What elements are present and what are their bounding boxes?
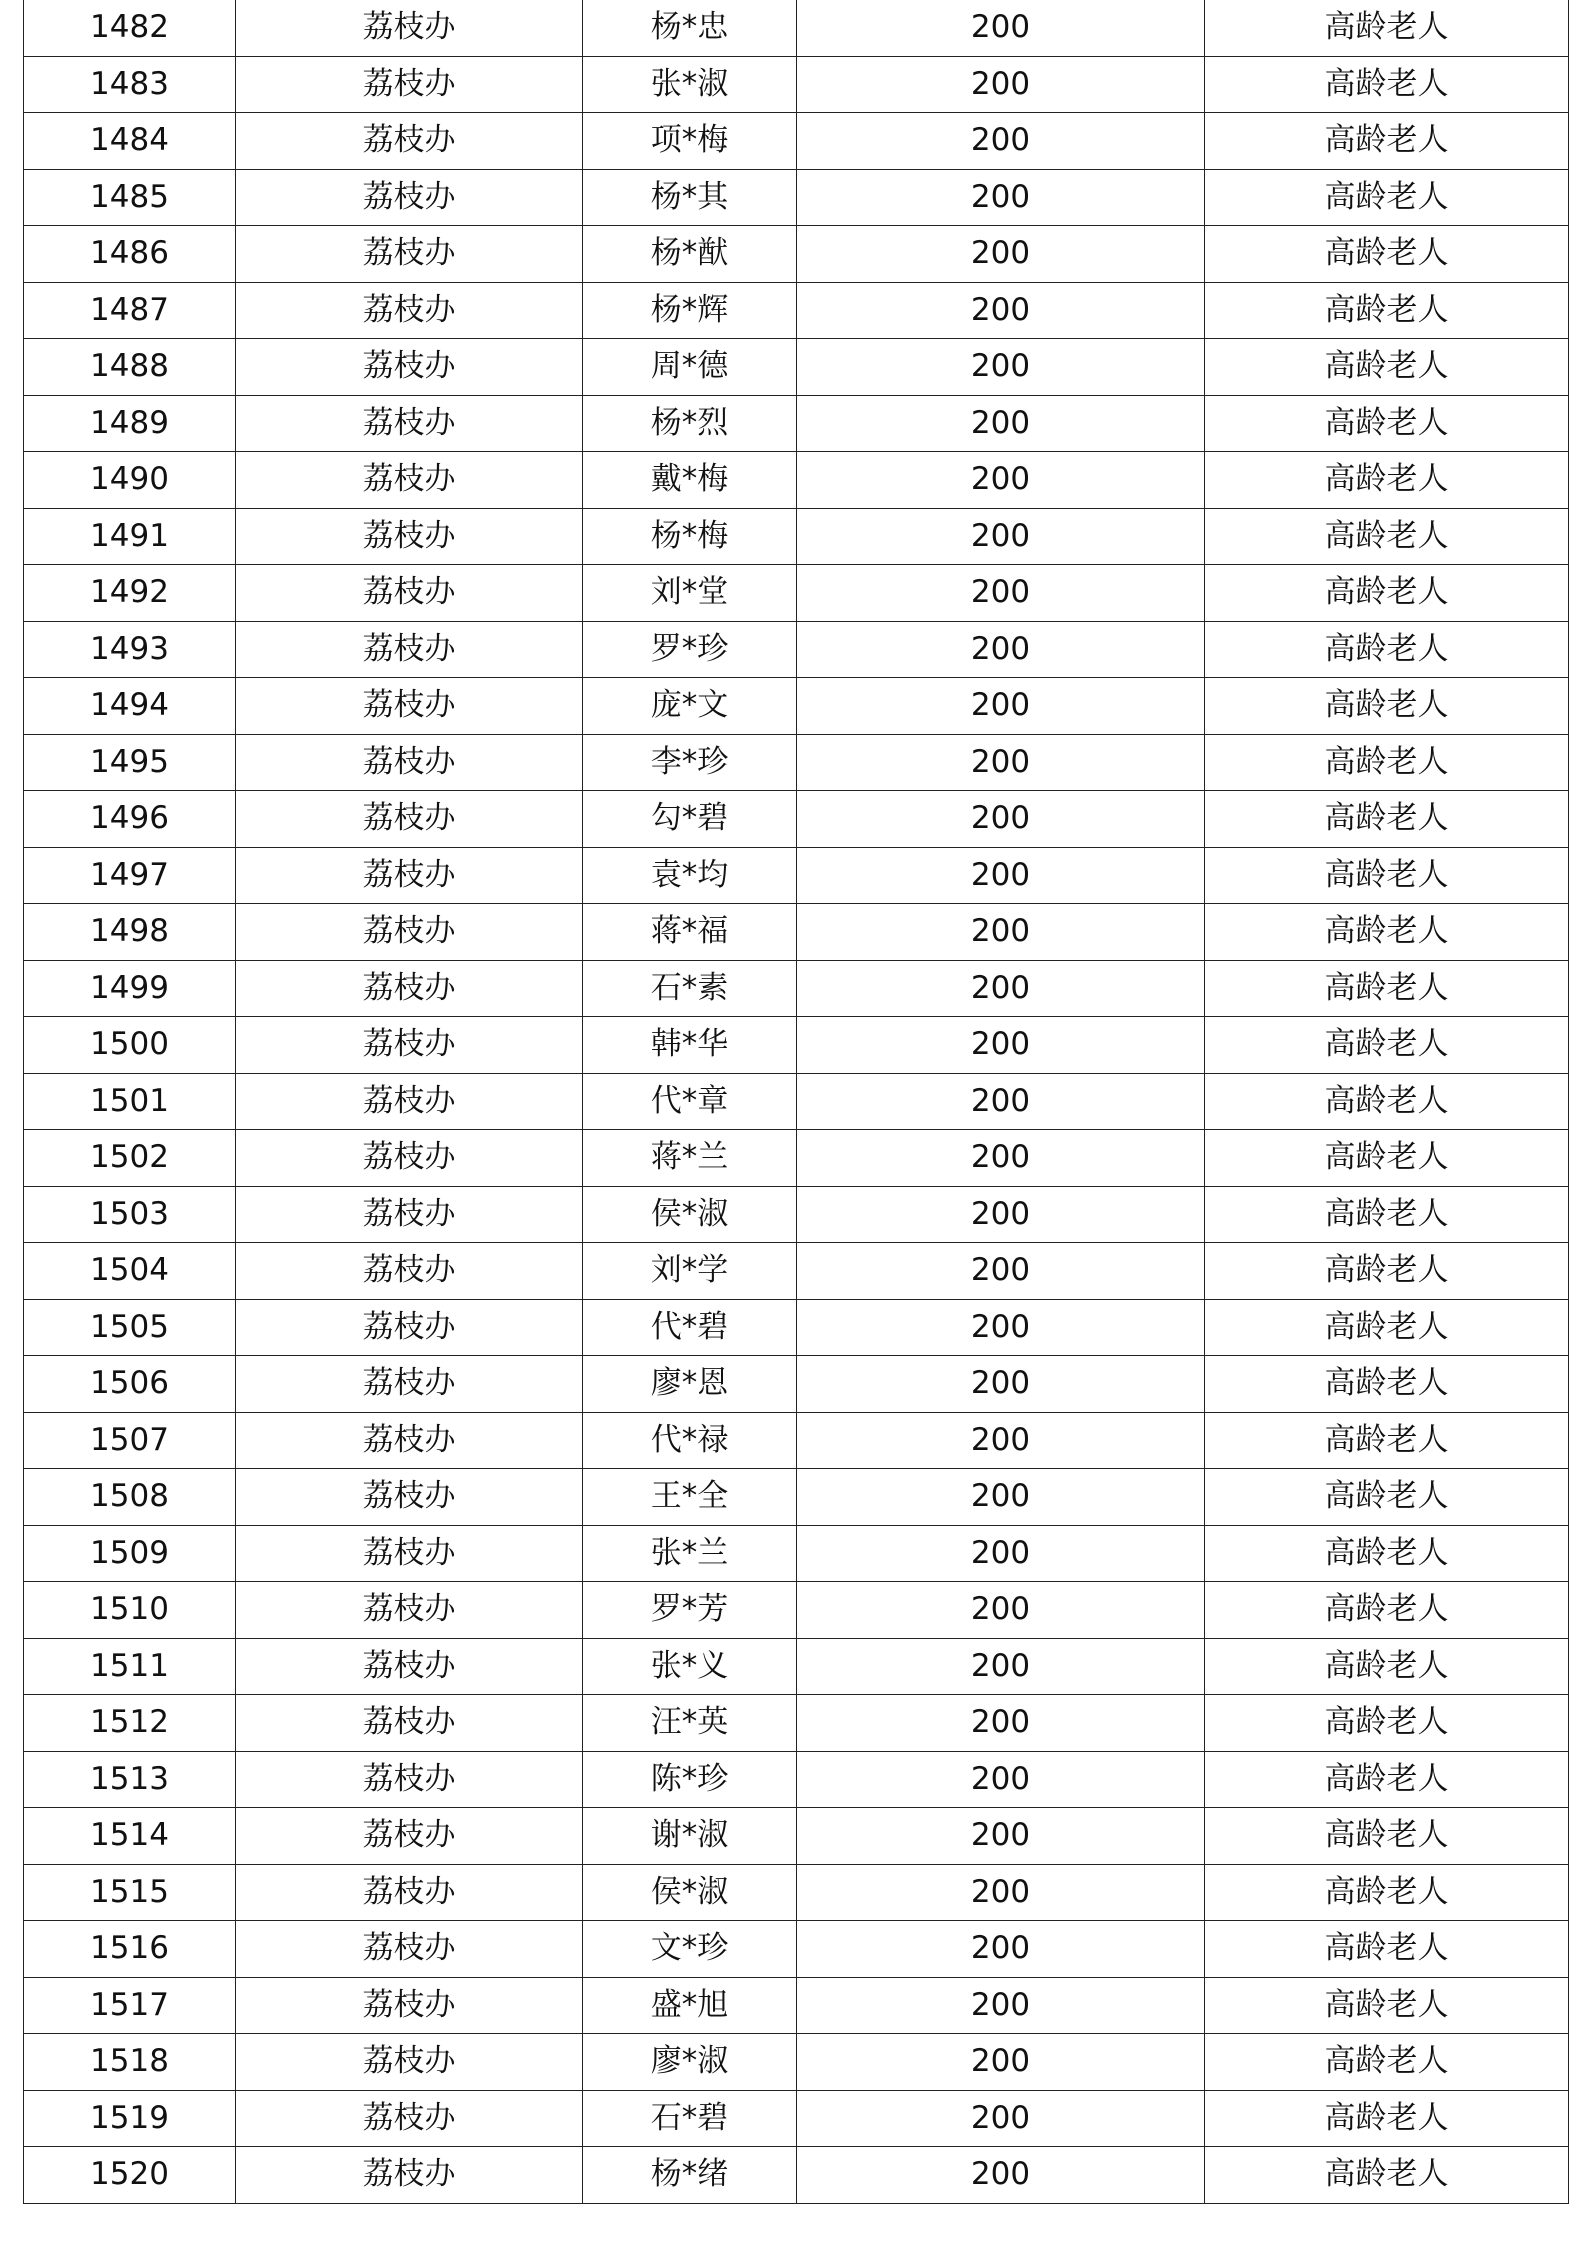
category-cell: 高龄老人 [1205,56,1569,113]
name-cell: 代*碧 [583,1299,797,1356]
name-cell: 蒋*兰 [583,1130,797,1187]
name-cell: 韩*华 [583,1017,797,1074]
name-cell: 石*素 [583,960,797,1017]
table-row [24,452,1569,509]
category-cell: 高龄老人 [1205,1412,1569,1469]
name-cell: 勾*碧 [583,791,797,848]
category-cell: 高龄老人 [1205,226,1569,283]
serial-number-cell: 1497 [24,847,236,904]
amount-cell: 200 [797,678,1205,735]
amount-cell: 200 [797,1582,1205,1639]
office-cell: 荔枝办 [236,395,583,452]
amount-cell: 200 [797,395,1205,452]
amount-cell: 200 [797,282,1205,339]
office-cell: 荔枝办 [236,1864,583,1921]
table-row [24,56,1569,113]
amount-cell: 200 [797,791,1205,848]
serial-number-cell: 1507 [24,1412,236,1469]
name-cell: 代*章 [583,1073,797,1130]
table-row [24,1469,1569,1526]
office-cell: 荔枝办 [236,565,583,622]
office-cell: 荔枝办 [236,508,583,565]
office-cell: 荔枝办 [236,2090,583,2147]
serial-number-cell: 1504 [24,1243,236,1300]
office-cell: 荔枝办 [236,1073,583,1130]
amount-cell: 200 [797,169,1205,226]
name-cell: 王*全 [583,1469,797,1526]
name-cell: 侯*淑 [583,1864,797,1921]
office-cell: 荔枝办 [236,1921,583,1978]
table-row [24,1582,1569,1639]
office-cell: 荔枝办 [236,1412,583,1469]
office-cell: 荔枝办 [236,169,583,226]
amount-cell: 200 [797,1186,1205,1243]
table-row [24,1695,1569,1752]
category-cell: 高龄老人 [1205,113,1569,170]
office-cell: 荔枝办 [236,960,583,1017]
name-cell: 谢*淑 [583,1808,797,1865]
office-cell: 荔枝办 [236,113,583,170]
name-cell: 汪*英 [583,1695,797,1752]
category-cell: 高龄老人 [1205,395,1569,452]
category-cell: 高龄老人 [1205,1186,1569,1243]
serial-number-cell: 1508 [24,1469,236,1526]
category-cell: 高龄老人 [1205,0,1569,56]
category-cell: 高龄老人 [1205,1582,1569,1639]
amount-cell: 200 [797,339,1205,396]
amount-cell: 200 [797,226,1205,283]
table-row [24,1638,1569,1695]
category-cell: 高龄老人 [1205,734,1569,791]
table-row [24,621,1569,678]
table-row [24,1751,1569,1808]
office-cell: 荔枝办 [236,1977,583,2034]
name-cell: 杨*猷 [583,226,797,283]
category-cell: 高龄老人 [1205,960,1569,1017]
name-cell: 石*碧 [583,2090,797,2147]
serial-number-cell: 1501 [24,1073,236,1130]
serial-number-cell: 1516 [24,1921,236,1978]
name-cell: 项*梅 [583,113,797,170]
table-row [24,282,1569,339]
table-row [24,1356,1569,1413]
name-cell: 庞*文 [583,678,797,735]
table-row [24,791,1569,848]
name-cell: 代*禄 [583,1412,797,1469]
table-row [24,1073,1569,1130]
name-cell: 侯*淑 [583,1186,797,1243]
table-row [24,113,1569,170]
serial-number-cell: 1510 [24,1582,236,1639]
amount-cell: 200 [797,1921,1205,1978]
serial-number-cell: 1518 [24,2034,236,2091]
amount-cell: 200 [797,904,1205,961]
serial-number-cell: 1505 [24,1299,236,1356]
amount-cell: 200 [797,1469,1205,1526]
amount-cell: 200 [797,1638,1205,1695]
name-cell: 文*珍 [583,1921,797,1978]
amount-cell: 200 [797,508,1205,565]
table-row [24,2034,1569,2091]
serial-number-cell: 1487 [24,282,236,339]
office-cell: 荔枝办 [236,1186,583,1243]
table-row [24,339,1569,396]
name-cell: 张*淑 [583,56,797,113]
name-cell: 张*义 [583,1638,797,1695]
name-cell: 刘*学 [583,1243,797,1300]
category-cell: 高龄老人 [1205,1525,1569,1582]
office-cell: 荔枝办 [236,1469,583,1526]
serial-number-cell: 1503 [24,1186,236,1243]
office-cell: 荔枝办 [236,2034,583,2091]
serial-number-cell: 1495 [24,734,236,791]
office-cell: 荔枝办 [236,1299,583,1356]
table-row [24,2090,1569,2147]
amount-cell: 200 [797,565,1205,622]
category-cell: 高龄老人 [1205,791,1569,848]
serial-number-cell: 1515 [24,1864,236,1921]
table-row [24,395,1569,452]
name-cell: 廖*淑 [583,2034,797,2091]
table-row [24,226,1569,283]
table-row [24,1864,1569,1921]
office-cell: 荔枝办 [236,678,583,735]
name-cell: 袁*均 [583,847,797,904]
amount-cell: 200 [797,1073,1205,1130]
table-row [24,1130,1569,1187]
office-cell: 荔枝办 [236,1638,583,1695]
office-cell: 荔枝办 [236,1808,583,1865]
name-cell: 杨*绪 [583,2147,797,2204]
category-cell: 高龄老人 [1205,1243,1569,1300]
amount-cell: 200 [797,56,1205,113]
category-cell: 高龄老人 [1205,904,1569,961]
serial-number-cell: 1491 [24,508,236,565]
category-cell: 高龄老人 [1205,1977,1569,2034]
table-row [24,734,1569,791]
amount-cell: 200 [797,1864,1205,1921]
amount-cell: 200 [797,734,1205,791]
category-cell: 高龄老人 [1205,1751,1569,1808]
table-row [24,1017,1569,1074]
office-cell: 荔枝办 [236,0,583,56]
serial-number-cell: 1486 [24,226,236,283]
office-cell: 荔枝办 [236,847,583,904]
table-row [24,847,1569,904]
name-cell: 张*兰 [583,1525,797,1582]
category-cell: 高龄老人 [1205,1921,1569,1978]
amount-cell: 200 [797,1017,1205,1074]
table-row [24,1412,1569,1469]
table-row [24,904,1569,961]
office-cell: 荔枝办 [236,1525,583,1582]
serial-number-cell: 1520 [24,2147,236,2204]
serial-number-cell: 1493 [24,621,236,678]
table-row [24,565,1569,622]
roster-table [23,0,1569,2204]
amount-cell: 200 [797,2090,1205,2147]
office-cell: 荔枝办 [236,904,583,961]
category-cell: 高龄老人 [1205,1299,1569,1356]
amount-cell: 200 [797,1808,1205,1865]
serial-number-cell: 1492 [24,565,236,622]
table-row [24,2147,1569,2204]
name-cell: 李*珍 [583,734,797,791]
serial-number-cell: 1519 [24,2090,236,2147]
amount-cell: 200 [797,1525,1205,1582]
serial-number-cell: 1496 [24,791,236,848]
serial-number-cell: 1500 [24,1017,236,1074]
name-cell: 杨*其 [583,169,797,226]
table-row [24,1243,1569,1300]
serial-number-cell: 1482 [24,0,236,56]
name-cell: 罗*珍 [583,621,797,678]
office-cell: 荔枝办 [236,1582,583,1639]
serial-number-cell: 1509 [24,1525,236,1582]
table-row [24,1921,1569,1978]
amount-cell: 200 [797,452,1205,509]
serial-number-cell: 1490 [24,452,236,509]
category-cell: 高龄老人 [1205,621,1569,678]
serial-number-cell: 1506 [24,1356,236,1413]
amount-cell: 200 [797,621,1205,678]
amount-cell: 200 [797,960,1205,1017]
table-row [24,1808,1569,1865]
serial-number-cell: 1513 [24,1751,236,1808]
amount-cell: 200 [797,1299,1205,1356]
table-row [24,0,1569,56]
amount-cell: 200 [797,2147,1205,2204]
table-row [24,1525,1569,1582]
table-row [24,678,1569,735]
category-cell: 高龄老人 [1205,2147,1569,2204]
serial-number-cell: 1502 [24,1130,236,1187]
serial-number-cell: 1484 [24,113,236,170]
amount-cell: 200 [797,1695,1205,1752]
office-cell: 荔枝办 [236,226,583,283]
category-cell: 高龄老人 [1205,1808,1569,1865]
table-row [24,508,1569,565]
category-cell: 高龄老人 [1205,2034,1569,2091]
category-cell: 高龄老人 [1205,1638,1569,1695]
name-cell: 刘*堂 [583,565,797,622]
amount-cell: 200 [797,1243,1205,1300]
name-cell: 盛*旭 [583,1977,797,2034]
table-row [24,960,1569,1017]
amount-cell: 200 [797,847,1205,904]
category-cell: 高龄老人 [1205,508,1569,565]
amount-cell: 200 [797,1751,1205,1808]
category-cell: 高龄老人 [1205,1073,1569,1130]
name-cell: 周*德 [583,339,797,396]
serial-number-cell: 1499 [24,960,236,1017]
amount-cell: 200 [797,1356,1205,1413]
office-cell: 荔枝办 [236,282,583,339]
category-cell: 高龄老人 [1205,678,1569,735]
office-cell: 荔枝办 [236,339,583,396]
category-cell: 高龄老人 [1205,847,1569,904]
office-cell: 荔枝办 [236,1751,583,1808]
category-cell: 高龄老人 [1205,169,1569,226]
category-cell: 高龄老人 [1205,1017,1569,1074]
serial-number-cell: 1494 [24,678,236,735]
category-cell: 高龄老人 [1205,1695,1569,1752]
category-cell: 高龄老人 [1205,2090,1569,2147]
amount-cell: 200 [797,0,1205,56]
office-cell: 荔枝办 [236,791,583,848]
table-row [24,1186,1569,1243]
name-cell: 罗*芳 [583,1582,797,1639]
table-row [24,1977,1569,2034]
name-cell: 戴*梅 [583,452,797,509]
serial-number-cell: 1483 [24,56,236,113]
serial-number-cell: 1511 [24,1638,236,1695]
category-cell: 高龄老人 [1205,1864,1569,1921]
serial-number-cell: 1512 [24,1695,236,1752]
serial-number-cell: 1498 [24,904,236,961]
category-cell: 高龄老人 [1205,565,1569,622]
name-cell: 杨*梅 [583,508,797,565]
name-cell: 陈*珍 [583,1751,797,1808]
serial-number-cell: 1488 [24,339,236,396]
office-cell: 荔枝办 [236,621,583,678]
amount-cell: 200 [797,2034,1205,2091]
category-cell: 高龄老人 [1205,1356,1569,1413]
office-cell: 荔枝办 [236,1243,583,1300]
table-row [24,1299,1569,1356]
serial-number-cell: 1514 [24,1808,236,1865]
category-cell: 高龄老人 [1205,452,1569,509]
name-cell: 蒋*福 [583,904,797,961]
category-cell: 高龄老人 [1205,1469,1569,1526]
office-cell: 荔枝办 [236,734,583,791]
amount-cell: 200 [797,1977,1205,2034]
office-cell: 荔枝办 [236,1017,583,1074]
name-cell: 廖*恩 [583,1356,797,1413]
office-cell: 荔枝办 [236,2147,583,2204]
amount-cell: 200 [797,1130,1205,1187]
office-cell: 荔枝办 [236,1356,583,1413]
serial-number-cell: 1517 [24,1977,236,2034]
serial-number-cell: 1489 [24,395,236,452]
office-cell: 荔枝办 [236,1130,583,1187]
category-cell: 高龄老人 [1205,339,1569,396]
serial-number-cell: 1485 [24,169,236,226]
category-cell: 高龄老人 [1205,282,1569,339]
table-row [24,169,1569,226]
name-cell: 杨*忠 [583,0,797,56]
roster-table-body [24,0,1569,2203]
name-cell: 杨*烈 [583,395,797,452]
name-cell: 杨*辉 [583,282,797,339]
office-cell: 荔枝办 [236,56,583,113]
office-cell: 荔枝办 [236,452,583,509]
office-cell: 荔枝办 [236,1695,583,1752]
amount-cell: 200 [797,113,1205,170]
amount-cell: 200 [797,1412,1205,1469]
category-cell: 高龄老人 [1205,1130,1569,1187]
